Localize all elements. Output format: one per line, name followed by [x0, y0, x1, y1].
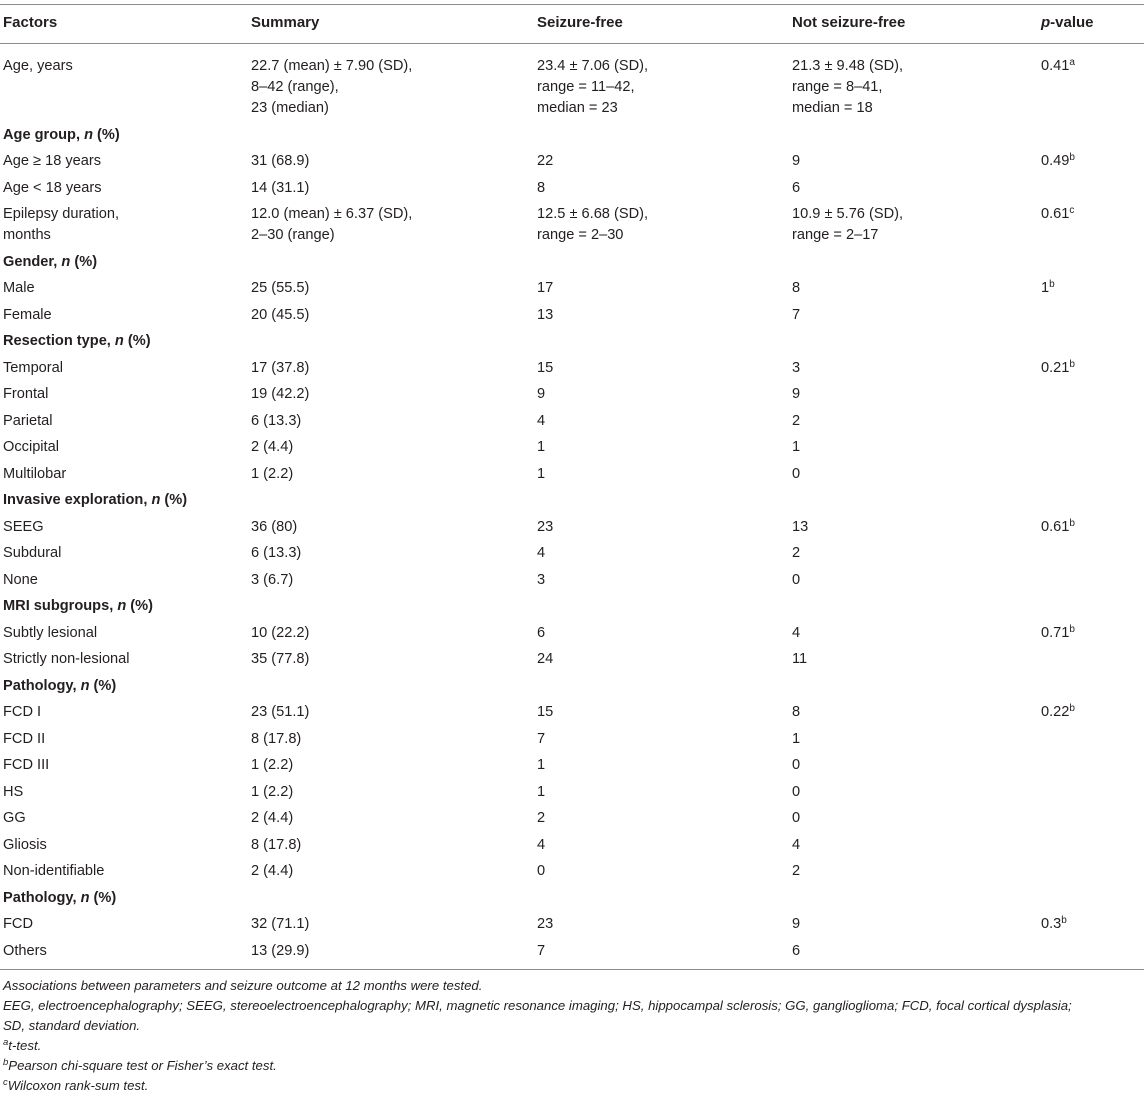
summary-cell-line: 2 (4.4) — [251, 810, 294, 827]
group-label-suffix: (%) — [93, 126, 120, 143]
footnote — [3, 1056, 277, 1076]
seizure-free-cell-line: range = 2–30 — [537, 227, 624, 244]
not-seizure-free-cell-line: 2 — [792, 863, 801, 880]
summary-cell-line: 19 (42.2) — [251, 386, 310, 403]
not-seizure-free-cell-line: 8 — [792, 704, 801, 721]
seizure-free-cell-line: 24 — [537, 651, 554, 668]
not-seizure-free-cell — [792, 835, 800, 856]
not-seizure-free-cell — [792, 808, 800, 829]
not-seizure-free-cell — [792, 861, 800, 882]
factor-cell-line: Temporal — [3, 359, 64, 376]
not-seizure-free-cell-line: 4 — [792, 836, 801, 853]
group-label — [3, 125, 120, 146]
summary-cell — [251, 649, 309, 670]
summary-cell — [251, 437, 293, 458]
factor-cell — [3, 782, 23, 803]
p-value: 0.61 — [1041, 206, 1070, 223]
summary-cell — [251, 384, 309, 405]
seizure-free-cell-line: 1 — [537, 465, 546, 482]
seizure-free-cell — [537, 56, 648, 119]
factor-cell — [3, 755, 49, 776]
not-seizure-free-cell-line: 11 — [792, 651, 808, 668]
not-seizure-free-cell-line: 0 — [792, 783, 801, 800]
factor-cell — [3, 702, 41, 723]
factor-cell — [3, 570, 38, 591]
group-label-text: Pathology, — [3, 889, 81, 906]
seizure-free-cell-line: 12.5 ± 6.68 (SD), — [537, 206, 649, 223]
p-value-cell — [1041, 278, 1055, 299]
not-seizure-free-cell-line: 3 — [792, 359, 801, 376]
footnote-text: Pearson chi-square test or Fisher’s exact test. — [8, 1058, 277, 1073]
summary-cell-line: 22.7 (mean) ± 7.90 (SD), — [251, 58, 413, 74]
not-seizure-free-cell-line: 0 — [792, 571, 801, 588]
footnote-text: EEG, electroencephalography; SEEG, stereoelectroencephalography; MRI, magnetic resonance imaging; HS, hippocampal sclerosis; GG, ganglioglioma; FCD, focal cortical dysplasia; — [3, 998, 1072, 1013]
factor-cell — [3, 411, 52, 432]
group-label-suffix: (%) — [70, 253, 98, 270]
factor-cell-line: Parietal — [3, 412, 53, 429]
footnote-text: Wilcoxon rank-sum test. — [7, 1078, 149, 1093]
not-seizure-free-cell — [792, 411, 800, 432]
seizure-free-cell-line: 13 — [537, 306, 554, 323]
group-label — [3, 596, 153, 617]
group-label-text: Gender, — [3, 253, 62, 270]
not-seizure-free-cell — [792, 517, 808, 538]
p-value-footnote-marker: b — [1069, 517, 1075, 529]
summary-cell-line: 12.0 (mean) ± 6.37 (SD), — [251, 206, 413, 223]
group-label-n: n — [61, 253, 71, 270]
factor-cell-line: Epilepsy duration, — [3, 206, 120, 223]
factor-cell — [3, 358, 63, 379]
not-seizure-free-cell-line: median = 18 — [792, 100, 873, 116]
summary-cell-line: 23 (51.1) — [251, 704, 310, 721]
summary-cell — [251, 204, 412, 246]
header-summary: Summary — [251, 14, 320, 31]
factor-cell-line: FCD II — [3, 730, 46, 747]
not-seizure-free-cell-line: 13 — [792, 518, 809, 535]
table-top-rule — [0, 4, 1144, 5]
summary-cell-line: 2–30 (range) — [251, 227, 335, 244]
group-label-text: Invasive exploration, — [3, 492, 152, 509]
seizure-free-cell-line: 23.4 ± 7.06 (SD), — [537, 58, 649, 74]
summary-cell — [251, 464, 293, 485]
summary-cell — [251, 305, 309, 326]
seizure-free-cell — [537, 861, 545, 882]
group-label-n: n — [80, 677, 90, 694]
factor-cell-line: Male — [3, 280, 35, 297]
seizure-free-cell-line: 0 — [537, 863, 546, 880]
seizure-free-cell-line: 23 — [537, 916, 554, 933]
seizure-free-cell-line: 4 — [537, 412, 546, 429]
not-seizure-free-cell — [792, 305, 800, 326]
seizure-free-cell-line: 1 — [537, 757, 546, 774]
p-value: 0.41 — [1041, 58, 1070, 74]
summary-cell-line: 8–42 (range), — [251, 79, 339, 95]
summary-cell-line: 32 (71.1) — [251, 916, 310, 933]
seizure-free-cell — [537, 649, 553, 670]
header-factors: Factors — [3, 14, 58, 31]
p-value-footnote-marker: b — [1061, 915, 1067, 927]
summary-cell-line: 17 (37.8) — [251, 359, 310, 376]
header-not-seizure-free: Not seizure-free — [792, 14, 906, 31]
factor-cell — [3, 278, 35, 299]
summary-cell-line: 8 (17.8) — [251, 730, 302, 747]
factor-cell-line: Occipital — [3, 439, 59, 456]
factor-cell-line: Subdural — [3, 545, 62, 562]
factor-cell — [3, 56, 73, 77]
p-value: 0.71 — [1041, 624, 1070, 641]
not-seizure-free-cell — [792, 358, 800, 379]
p-value: 0.61 — [1041, 518, 1070, 535]
seizure-free-cell — [537, 782, 545, 803]
group-label-suffix: (%) — [89, 677, 117, 694]
summary-cell — [251, 570, 293, 591]
factor-cell — [3, 623, 97, 644]
summary-cell — [251, 808, 293, 829]
factor-cell-line: FCD I — [3, 704, 42, 721]
seizure-free-cell-line: 1 — [537, 439, 546, 456]
p-value-cell — [1041, 204, 1074, 225]
not-seizure-free-cell — [792, 570, 800, 591]
seizure-free-cell-line: 15 — [537, 359, 554, 376]
not-seizure-free-cell-line: 1 — [792, 730, 801, 747]
factor-cell-line: Multilobar — [3, 465, 67, 482]
not-seizure-free-cell-line: 0 — [792, 465, 801, 482]
p-value-cell — [1041, 623, 1075, 644]
summary-cell — [251, 517, 297, 538]
seizure-free-cell — [537, 914, 553, 935]
not-seizure-free-cell — [792, 941, 800, 962]
summary-cell-line: 2 (4.4) — [251, 863, 294, 880]
factor-cell — [3, 151, 101, 172]
seizure-free-cell — [537, 808, 545, 829]
not-seizure-free-cell — [792, 543, 800, 564]
not-seizure-free-cell-line: 0 — [792, 757, 801, 774]
factor-cell — [3, 914, 33, 935]
p-value: 0.21 — [1041, 359, 1070, 376]
summary-cell-line: 31 (68.9) — [251, 153, 310, 170]
summary-cell — [251, 835, 301, 856]
p-value-cell — [1041, 151, 1075, 172]
not-seizure-free-cell-line: 10.9 ± 5.76 (SD), — [792, 206, 904, 223]
p-value: 1 — [1041, 280, 1050, 297]
footnote — [3, 1036, 41, 1056]
group-label-text: Age group, — [3, 126, 85, 143]
summary-cell — [251, 623, 309, 644]
seizure-free-cell-line: 1 — [537, 783, 546, 800]
header-seizure-free: Seizure-free — [537, 14, 623, 31]
not-seizure-free-cell-line: 0 — [792, 810, 801, 827]
not-seizure-free-cell — [792, 178, 800, 199]
not-seizure-free-cell — [792, 729, 800, 750]
not-seizure-free-cell — [792, 782, 800, 803]
summary-cell-line: 36 (80) — [251, 518, 298, 535]
seizure-free-cell-line: 15 — [537, 704, 554, 721]
seizure-free-cell-line: 4 — [537, 836, 546, 853]
seizure-free-cell-line: 3 — [537, 571, 546, 588]
not-seizure-free-cell — [792, 56, 903, 119]
not-seizure-free-cell — [792, 623, 800, 644]
summary-cell — [251, 941, 309, 962]
factor-cell — [3, 305, 52, 326]
summary-cell — [251, 411, 301, 432]
p-value-footnote-marker: c — [1069, 205, 1075, 217]
seizure-free-cell-line: 2 — [537, 810, 546, 827]
summary-cell-line: 25 (55.5) — [251, 280, 310, 297]
factor-cell — [3, 543, 61, 564]
not-seizure-free-cell — [792, 755, 800, 776]
footnote — [3, 1076, 148, 1096]
group-label — [3, 490, 187, 511]
seizure-free-cell-line: 6 — [537, 624, 546, 641]
seizure-free-cell — [537, 358, 553, 379]
group-label-suffix: (%) — [123, 333, 151, 350]
seizure-free-cell — [537, 204, 648, 246]
seizure-free-cell — [537, 305, 553, 326]
footnote-text: t-test. — [8, 1038, 42, 1053]
seizure-free-cell-line: 9 — [537, 386, 546, 403]
group-label-text: Resection type, — [3, 333, 115, 350]
not-seizure-free-cell — [792, 151, 800, 172]
group-label — [3, 676, 116, 697]
factor-cell-line: HS — [3, 783, 24, 800]
not-seizure-free-cell-line: 9 — [792, 386, 801, 403]
group-label-text: Pathology, — [3, 677, 81, 694]
group-label — [3, 888, 116, 909]
footnote-text: SD, standard deviation. — [3, 1018, 141, 1033]
factor-cell-line: FCD III — [3, 757, 50, 774]
p-value-cell — [1041, 914, 1067, 935]
not-seizure-free-cell — [792, 914, 800, 935]
seizure-free-cell — [537, 623, 545, 644]
seizure-free-cell-line: 22 — [537, 153, 554, 170]
seizure-free-cell-line: 17 — [537, 280, 554, 297]
summary-cell — [251, 278, 309, 299]
not-seizure-free-cell-line: 9 — [792, 916, 801, 933]
factor-cell-line: Frontal — [3, 386, 49, 403]
seizure-free-cell — [537, 941, 545, 962]
summary-cell-line: 3 (6.7) — [251, 571, 294, 588]
seizure-free-cell — [537, 755, 545, 776]
seizure-free-cell — [537, 702, 553, 723]
seizure-free-cell-line: 8 — [537, 179, 546, 196]
seizure-free-cell-line: 7 — [537, 942, 546, 959]
seizure-free-cell-line: 7 — [537, 730, 546, 747]
factor-cell — [3, 178, 102, 199]
factor-cell — [3, 384, 48, 405]
factor-cell-line: Gliosis — [3, 836, 47, 853]
summary-cell-line: 10 (22.2) — [251, 624, 310, 641]
footnote-marker: b — [3, 1057, 9, 1068]
factor-cell-line: Non-identifiable — [3, 863, 105, 880]
seizure-free-cell — [537, 151, 553, 172]
seizure-free-cell — [537, 178, 545, 199]
seizure-free-cell — [537, 464, 545, 485]
not-seizure-free-cell-line: 2 — [792, 412, 801, 429]
seizure-free-cell — [537, 437, 545, 458]
not-seizure-free-cell — [792, 384, 800, 405]
summary-cell — [251, 543, 301, 564]
summary-cell — [251, 914, 309, 935]
summary-cell — [251, 358, 309, 379]
header-p-value: p-value — [1041, 14, 1094, 31]
p-value-cell — [1041, 56, 1075, 77]
summary-cell-line: 35 (77.8) — [251, 651, 310, 668]
not-seizure-free-cell-line: range = 2–17 — [792, 227, 879, 244]
not-seizure-free-cell-line: 6 — [792, 179, 801, 196]
factor-cell-line: Age < 18 years — [3, 179, 102, 196]
summary-cell — [251, 782, 293, 803]
summary-cell-line: 20 (45.5) — [251, 306, 310, 323]
summary-cell — [251, 151, 309, 172]
p-value: 0.22 — [1041, 704, 1070, 721]
not-seizure-free-cell — [792, 278, 800, 299]
factor-cell-line: GG — [3, 810, 26, 827]
p-value-footnote-marker: b — [1069, 703, 1075, 715]
factor-cell — [3, 808, 26, 829]
p-value-footnote-marker: b — [1069, 358, 1075, 370]
factor-cell-line: Subtly lesional — [3, 624, 98, 641]
factor-cell — [3, 437, 59, 458]
summary-cell — [251, 861, 293, 882]
p-value-footnote-marker: b — [1069, 152, 1075, 164]
seizure-free-cell — [537, 835, 545, 856]
factor-cell-line: Others — [3, 942, 47, 959]
p-value-cell — [1041, 358, 1075, 379]
header-rule — [0, 43, 1144, 44]
seizure-free-cell — [537, 384, 545, 405]
summary-cell — [251, 178, 309, 199]
group-label-n: n — [84, 126, 93, 143]
group-label — [3, 252, 97, 273]
summary-cell-line: 23 (median) — [251, 100, 329, 116]
not-seizure-free-cell-line: range = 8–41, — [792, 79, 883, 95]
not-seizure-free-cell-line: 6 — [792, 942, 801, 959]
table-bottom-rule — [0, 969, 1144, 970]
not-seizure-free-cell-line: 7 — [792, 306, 801, 323]
seizure-free-cell-line: 4 — [537, 545, 546, 562]
footnote-text: Associations between parameters and seizure outcome at 12 months were tested. — [3, 978, 483, 993]
factor-cell-line: SEEG — [3, 518, 44, 535]
p-value: 0.3 — [1041, 916, 1062, 933]
footnote — [3, 1016, 140, 1036]
summary-cell-line: 2 (4.4) — [251, 439, 294, 456]
summary-cell-line: 1 (2.2) — [251, 783, 294, 800]
seizure-free-cell — [537, 278, 553, 299]
factor-cell-line: FCD — [3, 916, 33, 933]
summary-cell-line: 8 (17.8) — [251, 836, 302, 853]
p-value-footnote-marker: b — [1069, 623, 1075, 635]
group-label — [3, 331, 151, 352]
seizure-free-cell — [537, 729, 545, 750]
summary-cell-line: 1 (2.2) — [251, 757, 294, 774]
group-label-text: MRI subgroups, — [3, 598, 118, 615]
factor-cell — [3, 835, 47, 856]
factor-cell-line: Age, years — [3, 58, 73, 74]
group-label-n: n — [80, 889, 90, 906]
footnote — [3, 996, 1072, 1016]
summary-cell-line: 14 (31.1) — [251, 179, 310, 196]
seizure-free-cell — [537, 570, 545, 591]
seizure-free-cell-line: 23 — [537, 518, 554, 535]
factor-cell — [3, 464, 66, 485]
factor-cell — [3, 517, 44, 538]
summary-cell — [251, 755, 293, 776]
not-seizure-free-cell-line: 2 — [792, 545, 801, 562]
p-value: 0.49 — [1041, 153, 1070, 170]
seizure-free-cell-line: median = 23 — [537, 100, 618, 116]
factor-cell-line: None — [3, 571, 38, 588]
not-seizure-free-cell — [792, 437, 800, 458]
p-value-cell — [1041, 517, 1075, 538]
not-seizure-free-cell-line: 8 — [792, 280, 801, 297]
seizure-free-cell-line: range = 11–42, — [537, 79, 635, 95]
footnote-marker: a — [3, 1037, 9, 1048]
summary-cell — [251, 56, 412, 119]
group-label-suffix: (%) — [126, 598, 154, 615]
group-label-n: n — [114, 333, 124, 350]
not-seizure-free-cell — [792, 464, 800, 485]
factor-cell — [3, 861, 104, 882]
summary-cell-line: 13 (29.9) — [251, 942, 310, 959]
factor-cell — [3, 729, 45, 750]
summary-cell-line: 1 (2.2) — [251, 465, 294, 482]
not-seizure-free-cell — [792, 702, 800, 723]
group-label-n: n — [117, 598, 127, 615]
factor-cell — [3, 204, 119, 246]
p-value-cell — [1041, 702, 1075, 723]
seizure-free-cell — [537, 411, 545, 432]
not-seizure-free-cell — [792, 649, 807, 670]
factor-cell-line: Strictly non-lesional — [3, 651, 130, 668]
factor-cell — [3, 649, 130, 670]
not-seizure-free-cell-line: 21.3 ± 9.48 (SD), — [792, 58, 904, 74]
factor-cell — [3, 941, 47, 962]
group-label-n: n — [151, 492, 161, 509]
not-seizure-free-cell-line: 4 — [792, 624, 801, 641]
summary-cell — [251, 729, 301, 750]
summary-cell — [251, 702, 309, 723]
not-seizure-free-cell — [792, 204, 903, 246]
factor-cell-line: Female — [3, 306, 52, 323]
not-seizure-free-cell-line: 9 — [792, 153, 801, 170]
p-value-footnote-marker: a — [1069, 57, 1075, 68]
summary-cell-line: 6 (13.3) — [251, 412, 302, 429]
p-value-footnote-marker: b — [1049, 279, 1055, 291]
footnote — [3, 976, 482, 996]
summary-cell-line: 6 (13.3) — [251, 545, 302, 562]
factor-cell-line: Age ≥ 18 years — [3, 153, 102, 170]
group-label-suffix: (%) — [160, 492, 188, 509]
not-seizure-free-cell-line: 1 — [792, 439, 801, 456]
footnote-marker: c — [3, 1077, 8, 1088]
seizure-free-cell — [537, 543, 545, 564]
seizure-free-cell — [537, 517, 553, 538]
factor-cell-line: months — [3, 227, 51, 244]
group-label-suffix: (%) — [89, 889, 117, 906]
